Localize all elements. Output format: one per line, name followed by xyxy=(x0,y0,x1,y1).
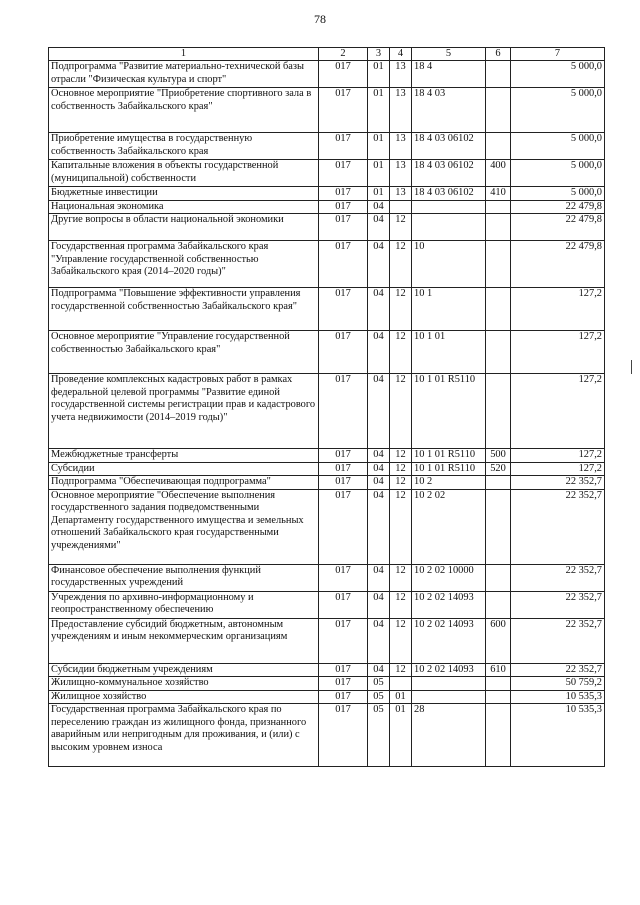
header-col-1: 1 xyxy=(49,48,319,61)
row-subsection: 12 xyxy=(390,489,412,564)
row-subsection: 01 xyxy=(390,704,412,767)
row-subsection: 12 xyxy=(390,241,412,288)
table-row xyxy=(49,88,605,133)
row-amount: 10 535,3 xyxy=(511,704,605,767)
row-subsection: 12 xyxy=(390,591,412,618)
row-admin-code: 017 xyxy=(319,187,368,201)
row-expense-type xyxy=(486,200,511,214)
row-amount: 5 000,0 xyxy=(511,133,605,160)
budget-table xyxy=(48,47,605,767)
row-section: 04 xyxy=(368,476,390,490)
row-expense-type xyxy=(486,564,511,591)
row-name: Жилищное хозяйство xyxy=(49,690,319,704)
header-col-7: 7 xyxy=(511,48,605,61)
row-amount: 127,2 xyxy=(511,331,605,374)
row-name: Капитальные вложения в объекты государственной (муниципальной) собственности xyxy=(49,160,319,187)
row-subsection: 12 xyxy=(390,564,412,591)
row-target-code xyxy=(412,200,486,214)
row-amount: 22 352,7 xyxy=(511,663,605,677)
row-name: Подпрограмма "Повышение эффективности управления государственной собственностью Забайкальского края" xyxy=(49,288,319,331)
row-target-code: 10 1 01 R5110 xyxy=(412,462,486,476)
row-expense-type: 410 xyxy=(486,187,511,201)
row-section: 01 xyxy=(368,133,390,160)
table-row xyxy=(49,331,605,374)
row-expense-type xyxy=(486,489,511,564)
row-admin-code: 017 xyxy=(319,489,368,564)
row-name: Национальная экономика xyxy=(49,200,319,214)
row-amount: 10 535,3 xyxy=(511,690,605,704)
row-target-code xyxy=(412,690,486,704)
header-col-3: 3 xyxy=(368,48,390,61)
table-row xyxy=(49,476,605,490)
row-expense-type xyxy=(486,677,511,691)
row-admin-code: 017 xyxy=(319,133,368,160)
row-subsection: 12 xyxy=(390,476,412,490)
row-section: 04 xyxy=(368,200,390,214)
table-row xyxy=(49,489,605,564)
row-section: 01 xyxy=(368,160,390,187)
row-expense-type: 500 xyxy=(486,449,511,463)
row-subsection: 13 xyxy=(390,160,412,187)
row-amount: 22 479,8 xyxy=(511,241,605,288)
row-expense-type: 400 xyxy=(486,160,511,187)
row-amount: 5 000,0 xyxy=(511,160,605,187)
row-subsection: 12 xyxy=(390,331,412,374)
row-admin-code: 017 xyxy=(319,476,368,490)
row-expense-type xyxy=(486,288,511,331)
row-target-code: 18 4 03 06102 xyxy=(412,187,486,201)
row-section: 05 xyxy=(368,677,390,691)
row-amount: 127,2 xyxy=(511,449,605,463)
row-name: Субсидии бюджетным учреждениям xyxy=(49,663,319,677)
row-name: Основное мероприятие "Управление государственной собственностью Забайкальского края" xyxy=(49,331,319,374)
row-subsection: 12 xyxy=(390,618,412,663)
row-admin-code: 017 xyxy=(319,160,368,187)
row-name: Проведение комплексных кадастровых работ в рамках федеральной целевой программы "Развитие единой государственной системы регистрации прав и кадастрового учета недвижимости (2014–2019 годы)" xyxy=(49,374,319,449)
row-admin-code: 017 xyxy=(319,200,368,214)
row-subsection xyxy=(390,200,412,214)
row-section: 04 xyxy=(368,564,390,591)
row-subsection: 12 xyxy=(390,214,412,241)
row-expense-type xyxy=(486,214,511,241)
header-row xyxy=(49,48,605,61)
row-subsection: 01 xyxy=(390,690,412,704)
row-section: 05 xyxy=(368,690,390,704)
row-expense-type xyxy=(486,88,511,133)
table-row xyxy=(49,618,605,663)
table-row xyxy=(49,187,605,201)
row-target-code xyxy=(412,677,486,691)
row-subsection: 13 xyxy=(390,133,412,160)
row-amount: 127,2 xyxy=(511,288,605,331)
row-target-code: 18 4 xyxy=(412,61,486,88)
row-section: 04 xyxy=(368,462,390,476)
row-name: Основное мероприятие "Обеспечение выполнения государственного задания подведомственными Департаменту государственного имущества и земельных отношений Забайкальского края государственными учреждениями" xyxy=(49,489,319,564)
row-name: Подпрограмма "Обеспечивающая подпрограмма" xyxy=(49,476,319,490)
row-name: Межбюджетные трансферты xyxy=(49,449,319,463)
row-target-code: 18 4 03 06102 xyxy=(412,133,486,160)
row-name: Другие вопросы в области национальной экономики xyxy=(49,214,319,241)
row-amount: 50 759,2 xyxy=(511,677,605,691)
row-target-code: 10 2 02 14093 xyxy=(412,591,486,618)
row-subsection xyxy=(390,677,412,691)
row-admin-code: 017 xyxy=(319,241,368,288)
row-amount: 5 000,0 xyxy=(511,88,605,133)
row-section: 04 xyxy=(368,288,390,331)
row-subsection: 13 xyxy=(390,88,412,133)
row-expense-type xyxy=(486,476,511,490)
row-section: 04 xyxy=(368,214,390,241)
row-admin-code: 017 xyxy=(319,704,368,767)
row-target-code: 10 1 01 R5110 xyxy=(412,449,486,463)
row-name: Государственная программа Забайкальского края по переселению граждан из жилищного фонда, признанного аварийным или непригодным для проживания, и (или) с высоким уровнем износа xyxy=(49,704,319,767)
table-row xyxy=(49,462,605,476)
row-expense-type xyxy=(486,374,511,449)
row-admin-code: 017 xyxy=(319,214,368,241)
table-row xyxy=(49,133,605,160)
row-target-code xyxy=(412,214,486,241)
row-name: Предоставление субсидий бюджетным, автономным учреждениям и иным некоммерческим организациям xyxy=(49,618,319,663)
row-admin-code: 017 xyxy=(319,88,368,133)
row-section: 01 xyxy=(368,187,390,201)
table-row xyxy=(49,591,605,618)
row-subsection: 13 xyxy=(390,187,412,201)
table-row xyxy=(49,677,605,691)
table-row xyxy=(49,214,605,241)
row-target-code: 10 1 01 xyxy=(412,331,486,374)
row-amount: 22 352,7 xyxy=(511,591,605,618)
header-col-2: 2 xyxy=(319,48,368,61)
row-subsection: 12 xyxy=(390,449,412,463)
row-target-code: 10 2 xyxy=(412,476,486,490)
row-amount: 22 479,8 xyxy=(511,214,605,241)
row-section: 05 xyxy=(368,704,390,767)
row-name: Государственная программа Забайкальского края "Управление государственной собственностью Забайкальского края (2014–2020 годы)" xyxy=(49,241,319,288)
row-amount: 127,2 xyxy=(511,374,605,449)
row-amount: 22 479,8 xyxy=(511,200,605,214)
table-row xyxy=(49,449,605,463)
row-section: 04 xyxy=(368,449,390,463)
row-admin-code: 017 xyxy=(319,462,368,476)
row-expense-type xyxy=(486,591,511,618)
row-name: Основное мероприятие "Приобретение спортивного зала в собственность Забайкальского края" xyxy=(49,88,319,133)
row-admin-code: 017 xyxy=(319,61,368,88)
row-expense-type xyxy=(486,690,511,704)
row-expense-type: 520 xyxy=(486,462,511,476)
row-subsection: 13 xyxy=(390,61,412,88)
row-name: Субсидии xyxy=(49,462,319,476)
row-section: 04 xyxy=(368,663,390,677)
row-admin-code: 017 xyxy=(319,331,368,374)
scan-edge-mark xyxy=(631,360,632,374)
row-subsection: 12 xyxy=(390,663,412,677)
row-section: 04 xyxy=(368,241,390,288)
table-row xyxy=(49,704,605,767)
row-section: 04 xyxy=(368,591,390,618)
row-amount: 22 352,7 xyxy=(511,476,605,490)
row-target-code: 10 2 02 xyxy=(412,489,486,564)
row-expense-type xyxy=(486,61,511,88)
row-expense-type: 610 xyxy=(486,663,511,677)
row-name: Учреждения по архивно-информационному и геопространственному обеспечению xyxy=(49,591,319,618)
row-admin-code: 017 xyxy=(319,690,368,704)
row-expense-type xyxy=(486,331,511,374)
row-name: Подпрограмма "Развитие материально-технической базы отрасли "Физическая культура и спорт" xyxy=(49,61,319,88)
header-col-4: 4 xyxy=(390,48,412,61)
row-name: Финансовое обеспечение выполнения функций государственных учреждений xyxy=(49,564,319,591)
row-admin-code: 017 xyxy=(319,591,368,618)
table-row xyxy=(49,61,605,88)
row-section: 04 xyxy=(368,489,390,564)
row-name: Жилищно-коммунальное хозяйство xyxy=(49,677,319,691)
row-subsection: 12 xyxy=(390,288,412,331)
row-section: 01 xyxy=(368,61,390,88)
row-amount: 127,2 xyxy=(511,462,605,476)
row-amount: 22 352,7 xyxy=(511,564,605,591)
table-row xyxy=(49,564,605,591)
row-admin-code: 017 xyxy=(319,374,368,449)
row-section: 04 xyxy=(368,331,390,374)
row-section: 04 xyxy=(368,374,390,449)
row-target-code: 10 2 02 14093 xyxy=(412,663,486,677)
row-admin-code: 017 xyxy=(319,564,368,591)
table-row xyxy=(49,200,605,214)
page-number: 78 xyxy=(314,12,326,26)
row-expense-type xyxy=(486,241,511,288)
row-admin-code: 017 xyxy=(319,677,368,691)
table-row xyxy=(49,690,605,704)
row-admin-code: 017 xyxy=(319,663,368,677)
row-amount: 5 000,0 xyxy=(511,61,605,88)
table-row xyxy=(49,288,605,331)
row-target-code: 28 xyxy=(412,704,486,767)
row-admin-code: 017 xyxy=(319,618,368,663)
row-target-code: 18 4 03 xyxy=(412,88,486,133)
row-target-code: 18 4 03 06102 xyxy=(412,160,486,187)
row-admin-code: 017 xyxy=(319,449,368,463)
header-col-6: 6 xyxy=(486,48,511,61)
row-amount: 22 352,7 xyxy=(511,489,605,564)
row-name: Приобретение имущества в государственную собственность Забайкальского края xyxy=(49,133,319,160)
table-row xyxy=(49,374,605,449)
row-target-code: 10 2 02 10000 xyxy=(412,564,486,591)
row-subsection: 12 xyxy=(390,462,412,476)
row-subsection: 12 xyxy=(390,374,412,449)
row-target-code: 10 1 01 R5110 xyxy=(412,374,486,449)
header-col-5: 5 xyxy=(412,48,486,61)
row-target-code: 10 xyxy=(412,241,486,288)
row-target-code: 10 1 xyxy=(412,288,486,331)
row-target-code: 10 2 02 14093 xyxy=(412,618,486,663)
row-expense-type xyxy=(486,704,511,767)
table-row xyxy=(49,663,605,677)
row-section: 04 xyxy=(368,618,390,663)
table-row xyxy=(49,160,605,187)
row-amount: 5 000,0 xyxy=(511,187,605,201)
row-section: 01 xyxy=(368,88,390,133)
row-expense-type xyxy=(486,133,511,160)
table-row xyxy=(49,241,605,288)
row-amount: 22 352,7 xyxy=(511,618,605,663)
row-admin-code: 017 xyxy=(319,288,368,331)
row-name: Бюджетные инвестиции xyxy=(49,187,319,201)
row-expense-type: 600 xyxy=(486,618,511,663)
